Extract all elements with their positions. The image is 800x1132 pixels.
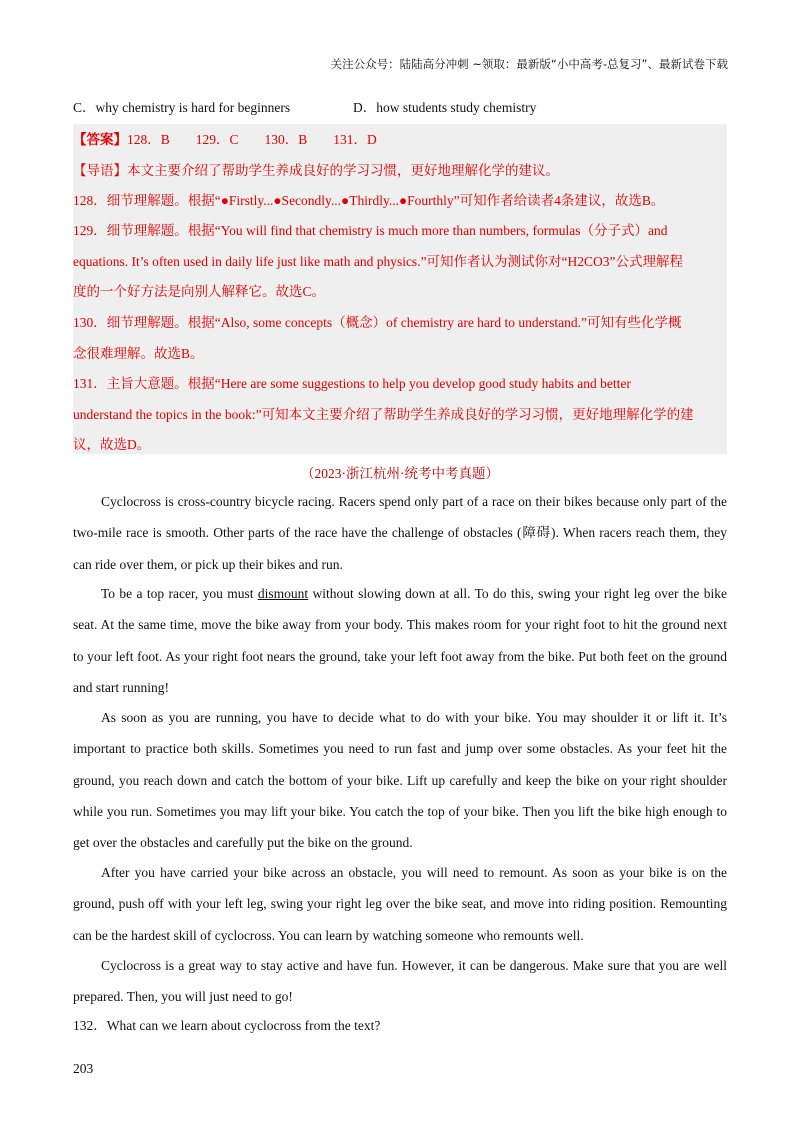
answer-item: 130．B — [264, 132, 308, 147]
answer-item: 129．C — [195, 132, 239, 147]
source-label: （2023·浙江杭州·统考中考真题） — [301, 466, 499, 481]
paragraph-text: Cyclocross is a great way to stay active and have fun. However, it can be dangerous. Make sure that you are well prepared. Then, you will just need to go! — [73, 958, 727, 1005]
answer-guide: 【导语】本文主要介绍了帮助学生养成良好的学习习惯，更好地理解化学的建议。 — [73, 163, 559, 178]
answer-box — [73, 124, 727, 454]
answer-item: 131．D — [333, 132, 377, 147]
explanation-line: 131．主旨大意题。根据“Here are some suggestions to help you develop good study habits and better — [73, 376, 631, 391]
passage-paragraph-1 — [73, 486, 727, 580]
explanation-line: 129．细节理解题。根据“You will find that chemistry is much more than numbers, formulas（分子式）and — [73, 223, 668, 238]
answer-label: 【答案】 — [73, 132, 127, 147]
passage-paragraph-3 — [73, 702, 727, 858]
explanation-line: 议，故选D。 — [73, 437, 151, 452]
paragraph-text: without slowing down at all. To do this, swing your right leg over the bike seat. At the same time, move the bike away from your body. This makes room for your right foot to hit the ground next to your left foot. As your right foot nears the ground, take your left foot away from the bike. Put both feet on the ground and start running! — [73, 586, 727, 695]
page-header: 关注公众号：陆陆高分冲刺 ~领取：最新版“小中高考-总复习”、最新试卷下载 — [330, 57, 728, 71]
option-c: C．why chemistry is hard for beginners — [73, 100, 291, 115]
paragraph-text: As soon as you are running, you have to decide what to do with your bike. You may shoulder it or lift it. It’s important to practice both skills. Sometimes you need to run fast and jump over some obstacles. As your feet hit the ground, you reach down and catch the bottom of your bike. Lift up carefully and keep the bike on your right shoulder while you run. Sometimes you may lift your bike. You catch the top of your bike. Then you lift the bike high enough to get over the obstacles and carefully put the bike on the ground. — [73, 710, 727, 851]
explanation-line: 128．细节理解题。根据“●Firstly...●Secondly...●Thirdly...●Fourthly”可知作者给读者4条建议，故选B。 — [73, 193, 665, 208]
explanation-line: equations. It’s often used in daily life just like math and physics.”可知作者认为测试你对“H2CO3”公式理解程 — [73, 254, 684, 269]
passage-paragraph-4 — [73, 857, 727, 951]
answer-item: 128．B — [127, 132, 170, 147]
page-number: 203 — [73, 1061, 94, 1076]
options-line — [73, 97, 537, 119]
underlined-word: dismount — [257, 586, 309, 601]
question-132: 132．What can we learn about cyclocross from the text? — [73, 1018, 381, 1033]
explanation-line: 念很难理解。故选B。 — [73, 346, 204, 361]
answer-key-line — [73, 128, 403, 148]
passage-paragraph-2 — [73, 578, 727, 703]
passage-paragraph-5 — [73, 950, 727, 1013]
option-d: D．how students study chemistry — [353, 100, 537, 115]
paragraph-text: To be a top racer, you must — [101, 586, 258, 601]
explanation-line: 度的一个好方法是向别人解释它。故选C。 — [73, 284, 326, 299]
paragraph-text: Cyclocross is cross-country bicycle racing. Racers spend only part of a race on their bikes because only part of the two-mile race is smooth. Other parts of the race have the challenge of obstacles (障碍). When racers reach them, they can ride over them, or pick up their bikes and run. — [73, 494, 727, 572]
explanation-line: understand the topics in the book:”可知本文主要介绍了帮助学生养成良好的学习习惯，更好地理解化学的建 — [73, 407, 694, 422]
explanation-line: 130．细节理解题。根据“Also, some concepts（概念）of chemistry are hard to understand.”可知有些化学概 — [73, 315, 682, 330]
paragraph-text: After you have carried your bike across an obstacle, you will need to remount. As soon as your bike is on the ground, push off with your left leg, swing your right leg over the bike seat, and move into riding position. Remounting can be the hardest skill of cyclocross. You can learn by watching someone who remounts well. — [73, 865, 727, 943]
